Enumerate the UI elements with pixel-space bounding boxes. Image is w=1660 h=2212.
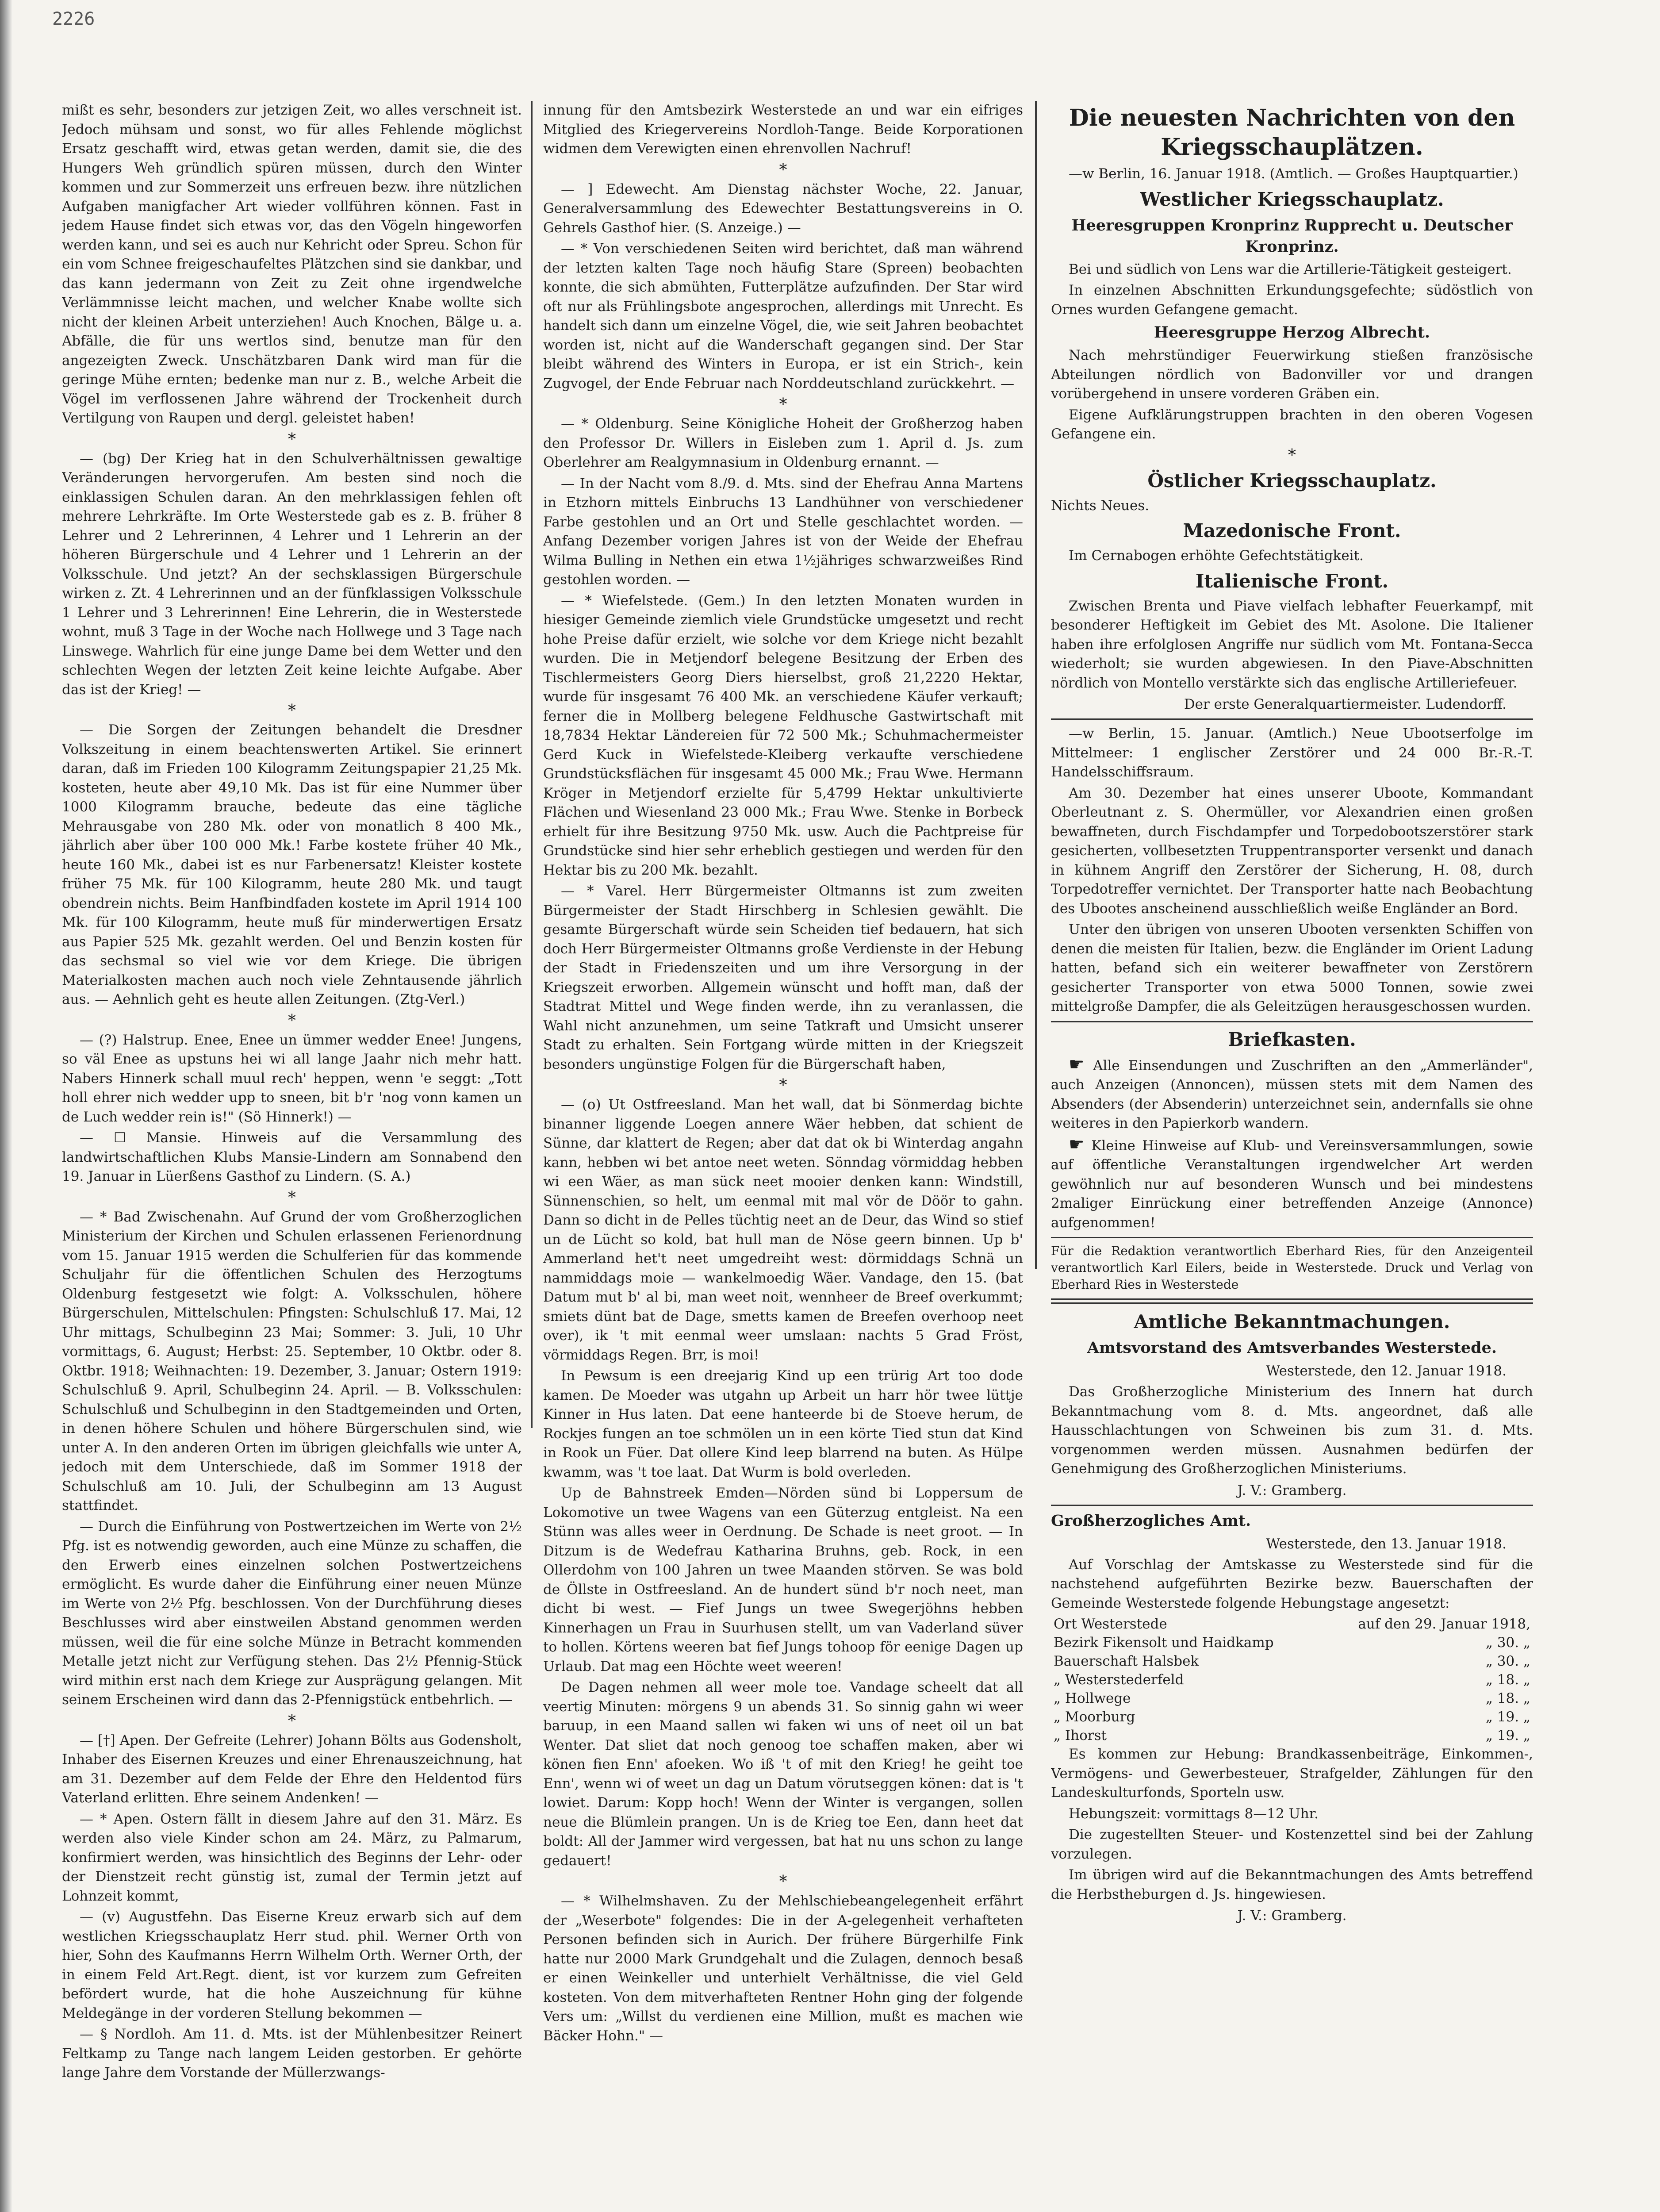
east-report: Nichts Neues. <box>1051 497 1150 514</box>
article-apen-death: — [†] Apen. Der Gefreite (Lehrer) Johann Bölts aus Godensholt, Inhaber des Eisernen Kreuzes und einer Ehrenauszeichnung, hat am 31. Dezember auf dem Felde der Ehre den Heldentod fürs Vaterland erlitten. Ehre seinem Andenken! — <box>62 1732 522 1806</box>
article-dagen: De Dagen nehmen all weer mole toe. Vandage scheelt dat all veertig Minuten: mörgens 9 un abends 31. So sinnig gahn wi weer baruup, in een Maand sallen wi faken wi uns of neet oil un bat Wenter. Dat sliet dat noch genoog toe schaffen maken, aber wi könen fien Enn' afoeken. Wo iß 't of mit den Krieg! he geiht toe Enn', wenn wi of weet un dag un Datum vörutseggen könen: dat is 't lowiet. Darum: Kopp hoch! Wenn der Winter is vergangen, sollen neue die Blümlein prangen. Un is de Krieg toe Een, dann heet dat boldt: All der Jammer wird vergessen, bat hat nu uns schon zu lange gedauert! <box>543 1679 1023 1869</box>
collection-date-row <box>1051 1726 1533 1745</box>
article-varel: — * Varel. Herr Bürgermeister Oltmanns ist zum zweiten Bürgermeister der Stadt Hirschberg in Schlesien gewählt. Die gesamte Bürgerschaft würde sein Scheiden tief bedauern, hat sich doch Herr Bürgermeister Oltmanns große Verdienste in der Hebung der Stadt in Friedenszeiten und um ihre Versorgung in der Kriegszeit erworben. Allgemein wünscht und hofft man, daß der Stadtrat Mittel und Wege finden werde, ihn zu veranlassen, die Wahl nicht anzunehmen, um seine Tatkraft und Umsicht unserer Stadt zu erhalten. Sein Fortgang würde mitten in der Kriegszeit besonders ungünstige Folgen für die Bürgerschaft haben, <box>543 883 1023 1072</box>
article-zwischenahn: — * Bad Zwischenahn. Auf Grund der vom Großherzoglichen Ministerium der Kirchen und Schulen erlassenen Ferienordnung vom 15. Januar 1915 werden die Schulferien für das kommende Schuljahr für die öffentlichen Schulen des Herzogtums Oldenburg festgesetzt wie folgt: A. Volksschulen, höhere Bürgerschulen, Mittelschulen: Pfingsten: Schulschluß 17. Mai, 12 Uhr mittags, Schulbeginn 23 Mai; Sommer: 3. Juli, 10 Uhr vormittags, 6. August; Herbst: 25. September, 10 Oktbr. oder 8. Oktbr. 1918; Weihnachten: 19. Dezember, 3. Januar; Ostern 1919: Schulschluß 9. April, Schulbeginn 24. April. — B. Volksschulen: Schulschluß und Schulbeginn in den Stadtgemeinden und Orten, in denen höhere Schulen und höhere Bürgerschulen sind, wie unter A. In den anderen Orten im übrigen gleichfalls wie unter A, jedoch mit dem Unterschiede, daß im Sommer 1918 der Schulschluß am 10. Juli, der Schulbeginn am 13 August stattfindet. <box>62 1209 522 1513</box>
imprint: Für die Redaktion verantwortlich Eberhard Ries, für den Anzeigenteil verantwortlich Karl Eilers, beide in Westerstede. Druck und Verlag von Eberhard Ries in Westerstede <box>1051 1244 1533 1292</box>
collection-date: „ 30. „ <box>1485 1653 1530 1669</box>
article-augustfehn: — (v) Augustfehn. Das Eiserne Kreuz erwarb sich auf dem westlichen Kriegsschauplatz Herr stud. phil. Werner Orth von hier, Sohn des Kaufmanns Herrn Wilhelm Orth. Werner Orth, der in einem Feld Art.Regt. dient, ist vor kurzem zum Gefreiten befördert wurde, hat die hohe Auszeichnung für kühne Meldegänge in der vorderen Stellung bekommen — <box>62 1909 522 2021</box>
notice-1-title: Amtsvorstand des Amtsverbandes Westerstede. <box>1087 1339 1497 1357</box>
separator-star: * <box>779 396 787 414</box>
article-nordloh-cont: innung für den Amtsbezirk Westerstede an und war ein eifriges Mitglied des Kriegervereins Nordloh-Tange. Beide Korporationen widmen dem Verewigten einen ehrenvollen Nachruf! <box>543 102 1023 157</box>
collection-district: „ Hollwege <box>1054 1690 1131 1706</box>
notice-2-date: Westerstede, den 13. Januar 1918. <box>1266 1536 1507 1552</box>
west-front-heading: Westlicher Kriegsschauplatz. <box>1140 188 1444 210</box>
letterbox-note-1: Alle Einsendungen und Zuschriften an den „Ammerländer", auch Anzeigen (Annoncen), müssen stets mit dem Namen des Absenders (der Absenderin) unterzeichnet sein, andernfalls sie ohne weiteres in den Papierkorb wandern. <box>1051 1057 1533 1131</box>
collection-date-row <box>1051 1689 1533 1708</box>
notice-2-signature: J. V.: Gramberg. <box>1237 1908 1347 1924</box>
pointing-hand-icon: ☛ <box>1069 1054 1085 1075</box>
double-divider <box>1051 1298 1533 1304</box>
column-3 <box>1051 101 1533 2212</box>
article-apen-easter: — * Apen. Ostern fällt in diesem Jahre auf den 31. März. Es werden also viele Kinder schon am 24. März, zu Palmarum, konfirmiert werden, was hinsichtlich des Beginns der Lehr- oder der Dienstzeit recht günstig ist, zumal der Termin jetzt auf Lohnzeit kommt, <box>62 1811 522 1904</box>
article-emden: Up de Bahnstreek Emden—Nörden sünd bi Loppersum de Lokomotive un twee Wagens van een Güterzug entgleist. Na een Stünn was alles weer in Oerdnung. De Schade is neet groot. — In Ditzum is de Wedefrau Katharina Bruhns, geb. Rock, in een Ollerdohm von 100 Jahren un twee Maanden störven. Se was bold de Öllste in Ostfreesland. An de hundert sünd b'r noch neet, man dicht bi west. — Fief Jungs un twee Swegerjöhns hebben Kinnerhagen un Frau in Suurhusen stellt, um van Vaderland süver to hollen. Körtens weeren bat fief Jungs tohoop för eenige Dagen up Urlaub. Dat mag een Höchte weet weeren! <box>543 1485 1023 1674</box>
east-front-heading: Östlicher Kriegsschauplatz. <box>1147 469 1437 492</box>
article-nordloh: — § Nordloh. Am 11. d. Mts. ist der Mühlenbesitzer Reinert Feltkamp zu Tange nach langem Leiden gestorben. Er gehörte lange Jahre dem Vorstande der Müllerzwangs- <box>62 2026 522 2081</box>
letterbox-heading: Briefkasten. <box>1228 1028 1356 1050</box>
notice-2-body: Auf Vorschlag der Amtskasse zu Westerstede sind für die nachstehend aufgeführten Bezirke bezw. Bauerschaften der Gemeinde Westerstede folgende Hebungstage angesetzt: <box>1051 1556 1533 1611</box>
notice-2-items: Es kommen zur Hebung: Brandkassenbeiträge, Einkommen-, Vermögens- und Gewerbesteuer, Strafgelder, Zählungen für den Landeskulturfonds, Sporteln usw. <box>1051 1746 1533 1801</box>
pointing-hand-icon: ☛ <box>1069 1134 1085 1155</box>
article-oldenburg: — * Oldenburg. Seine Königliche Hoheit der Großherzog haben den Professor Dr. Willers in Eisleben zum 1. April d. Js. zum Oberlehrer am Realgymnasium in Oldenburg ernannt. — <box>543 416 1023 470</box>
notice-1-body: Das Großherzogliche Ministerium des Innern hat durch Bekanntmachung vom 8. d. Mts. angeordnet, daß alle Hausschlachtungen von Schweinen bis zum 31. d. Mts. vorgenommen werden müssen. Ausnahmen bedürfen der Genehmigung des Großherzoglichen Ministeriums. <box>1051 1384 1533 1477</box>
collection-district: Bauerschaft Halsbek <box>1054 1653 1199 1669</box>
collection-district: „ Westerstederfeld <box>1054 1672 1184 1688</box>
article-ostfreesland: — (o) Ut Ostfreesland. Man het wall, dat bi Sönmerdag bichte binanner liggende Loegen annere Wäer hebben, dat schient de Sünne, dar klattert de Regen; aber dat dat ok bi Winterdag angahn kann, hebben wi bet antoe neet weten. Sönndag vörmiddag hebben wi een Wäer, as man sück neet mooier denken kann: Windstill, Sünnenschien, so helt, um eenmal mit mal vör de Döör to gahn. Dann so dicht in de Pelles tüchtig neet an de Deur, das Wind so stief un de Lücht so kold, bat hull man de Nöse geern binnen. Up b' Ammerland het't neet umgedreiht west: dörmiddags Schnä un nammiddags moie — wankelmoedig Wäer. Vandage, den 15. (bat Datum mut b' al bi, man weet noit, wennheer de Breef overkummt; smiets dünt bat de Dage, smetts kamen de Breefen overhoop neet over), ik 't mit eenmal weer umslaan: nachts 5 Grad Fröst, vörmiddags Regen. Brr, is moi! <box>543 1097 1023 1363</box>
article-edewecht: — ] Edewecht. Am Dienstag nächster Woche, 22. Januar, Generalversammlung des Edewechter Bestattungsvereins in O. Gehrels Gasthof hier. (S. Anzeige.) — <box>543 181 1023 236</box>
separator-star: * <box>779 161 787 179</box>
page-number: 2226 <box>52 9 95 29</box>
macedonian-front-heading: Mazedonische Front. <box>1183 520 1401 541</box>
article-newspaper-costs: — Die Sorgen der Zeitungen behandelt die Dresdner Volkszeitung in einem beachtenswerten Artikel. Sie erinnert daran, daß im Frieden 100 Kilogramm Zeitungspapier 21,25 Mk. kosteten, heute aber 49,10 Mk. Das ist für eine Nummer über 1000 Kilogramm brauche, bedeute das eine tägliche Mehrausgabe von 280 Mk. oder von monatlich 8 400 Mk., jährlich aber über 100 000 Mk.! Farbe kostete früher 40 Mk., heute 160 Mk., dabei ist es nur Farbenersatz! Kleister kostete früher 75 Mk. für 100 Kilogramm, heute 280 Mk. und taugt obendrein nichts. Beim Hanfbindfaden kostete im April 1914 100 Mk. für 100 Kilogramm, heute muß für minderwertigen Ersatz aus Papier 525 Mk. gezahlt werden. Oel und Benzin kosten für das sechsmal so viel wie vor dem Kriege. Die übrigen Materialkosten machen auch noch viele Zehntausende jährlich aus. — Aehnlich geht es heute allen Zeitungen. (Ztg-Verl.) <box>62 722 522 1007</box>
uboot-report-2: Unter den übrigen von unseren Ubooten versenkten Schiffen von denen die meisten für Italien, bezw. die Engländer im Orient Ladung hatten, befand sich ein weiterer bewaffneter von Zerstörern gesicherter Transporter von etwa 5000 Tonnen, sowie zwei mittelgroße Dampfer, die als Geleitzügen herausgeschossen wurden. <box>1051 922 1533 1014</box>
article-wiefelstede: — * Wiefelstede. (Gem.) In den letzten Monaten wurden in hiesiger Gemeinde ziemlich viele Grundstücke umgesetzt und recht hohe Preise dafür erzielt, wie solche vor dem Kriege nicht bezahlt wurden. Die in Metjendorf belegene Besitzung der Erben des Tischlermeisters Georg Diers hierselbst, groß 21,2220 Hektar, wurde für insgesamt 76 400 Mk. an verschiedene Käufer verkauft; ferner die in Mollberg belegene Feldhusche Gastwirtschaft mit 18,7834 Hektar Ländereien für 72 500 Mk.; Schuhmachermeister Gerd Kuck in Wiefelstede-Kleiberg verkaufte verschiedene Grundstücksflächen für insgesamt 45 000 Mk.; Frau Wwe. Hermann Kröger in Metjendorf erzielte für 5,4799 Hektar unkultivierte Flächen und Wiesenland 23 000 Mk.; Frau Wwe. Stenke in Borbeck erhielt für ihre Besitzung 9750 Mk. usw. Auch die Pachtpreise für Grundstücke sind hier sehr erheblich gestiegen und werden für den Hektar bis zu 200 Mk. bezahlt. <box>543 592 1023 878</box>
west-report-2: In einzelnen Abschnitten Erkundungsgefechte; südöstlich von Ornes wurden Gefangene gemacht. <box>1051 282 1533 318</box>
article-pewsum: In Pewsum is een dreejarig Kind up een trürig Art too dode kamen. De Moeder was utgahn up Arbeit un harr hör twee lüttje Kinner in Hus laten. Dat eene hanteerde bi de Stoeve herum, de Rockjes fungen an toe schmölen un in een körte Tied stun dat Kind in Rook un Füer. Dat ollere Kind leep blarrend na buten. As Hülpe kwamm, was 't toe laat. Dat Wurm is bold overleden. <box>543 1368 1023 1480</box>
column-2 <box>543 101 1023 2212</box>
collection-date-row <box>1051 1652 1533 1671</box>
ludendorff-signature: Der erste Generalquartiermeister. Ludendorff. <box>1184 696 1507 712</box>
official-notices-heading: Amtliche Bekanntmachungen. <box>1134 1311 1450 1333</box>
separator-star: * <box>1288 446 1296 465</box>
italian-report: Zwischen Brenta und Piave vielfach lebhafter Feuerkampf, mit besonderer Heftigkeit im Gebiet des Mt. Asolone. Die Italiener haben ihre erfolglosen Angriffe nur südlich vom Mt. Fontana-Secca wiederholt; sie wurden abgewiesen. In den Piave-Abschnitten nördlich von Montello verstärkte sich das englische Artilleriefeuer. <box>1051 598 1533 691</box>
collection-date: „ 19. „ <box>1485 1728 1530 1743</box>
separator-star: * <box>288 702 296 720</box>
macedonian-report: Im Cernabogen erhöhte Gefechtstätigkeit. <box>1069 548 1364 564</box>
notice-2-slips: Die zugestellten Steuer- und Kostenzettel sind bei der Zahlung vorzulegen. <box>1051 1827 1533 1862</box>
notice-1-date: Westerstede, den 12. Januar 1918. <box>1266 1363 1507 1379</box>
collection-district: Ort Westerstede <box>1054 1616 1167 1632</box>
article-birds: mißt es sehr, besonders zur jetzigen Zeit, wo alles verschneit ist. Jedoch mühsam und sonst, wo für alles Fehlende möglichst Ersatz geschafft wird, etwas getan werden, damit sie, die des Hungers Weh gründlich spüren müssen, durch den Winter kommen und zur Sommerzeit uns erfreuen bezw. ihre nützlichen Aufgaben manigfacher Art wieder vollführen können. Fast in jedem Hause findet sich etwas vor, das den Vögeln hingeworfen werden kann, und sei es auch nur Kehricht oder Spreu. Schon für ein vom Schnee freigeschaufeltes Plätzchen sind sie dankbar, und das kann jedermann von Zeit zu Zeit ohne irgendwelche Verlämmnisse leicht machen, und welcher Knabe wollte sich nicht der kleinen Arbeit unterziehen! Auch Knochen, Bälge u. a. Abfälle, die für uns wertlos sind, benutze man für den angezeigten Zweck. Unschätzbaren Dank wird man für die geringe Mühe ernten; bedenke man nur z. B., welche Arbeit die Vögel im verflossenen Jahre während der Trockenheit durch Vertilgung von Raupen und dergl. geleistet haben! <box>62 102 522 426</box>
collection-date: „ 18. „ <box>1485 1672 1530 1688</box>
collection-date: „ 30. „ <box>1485 1635 1530 1651</box>
article-coin: — Durch die Einführung von Postwertzeichen im Werte von 2½ Pfg. ist es notwendig geworden, auch eine Münze zu schaffen, die den Erwerb eines einzelnen solchen Postwertzeichens ermöglicht. Es wurde daher die Einführung einer neuen Münze im Werte von 2½ Pfg. beschlossen. Von der Durchführung dieses Beschlusses wird aber einstweilen Abstand genommen werden müssen, weil die für eine solche Münze in Betracht kommenden Metalle jetzt nicht zur Verfügung stehen. Das 2½ Pfennig-Stück wird mithin erst nach dem Kriege zur Ausprägung gelangen. Mit seinem Erscheinen wird dann das 2-Pfennigstück entbehrlich. — <box>62 1518 522 1708</box>
separator-star: * <box>288 1712 296 1730</box>
collection-district: Bezirk Fikensolt und Haidkamp <box>1054 1635 1274 1651</box>
italian-front-heading: Italienische Front. <box>1195 570 1389 592</box>
notice-2-hours: Hebungszeit: vormittags 8—12 Uhr. <box>1069 1805 1319 1822</box>
west-report-1: Bei und südlich von Lens war die Artillerie-Tätigkeit gesteigert. <box>1069 261 1512 277</box>
separator-star: * <box>288 430 296 449</box>
collection-district: „ Moorburg <box>1054 1709 1135 1725</box>
uboot-report-1: Am 30. Dezember hat eines unserer Uboote, Kommandant Oberleutnant z. S. Ohermüller, vor Alexandrien einen großen bewaffneten, durch Fischdampfer und Torpedobootszerstörer stark gesicherten, vollbesetzten Truppentransporter versenkt und danach in kühnem Angriff den Zerstörer der Sicherung, H. 08, durch Torpedotreffer vernichtet. Der Transporter hatte nach Beobachtung des Ubootes anscheinend ausschließlich weiße Engländer an Bord. <box>1051 785 1533 917</box>
divider <box>1051 1021 1533 1022</box>
separator-star: * <box>288 1188 296 1207</box>
letterbox-note-2: Kleine Hinweise auf Klub- und Vereinsversammlungen, sowie auf öffentliche Veranstaltungen irgendwelcher Art werden gewöhnlich nur auf besonderen Wunsch und bei mindestens 2maliger Einrückung einer betreffenden Anzeige (Annonce) aufgenommen! <box>1051 1137 1533 1231</box>
article-mansie: — ☐ Mansie. Hinweis auf die Versammlung des landwirtschaftlichen Klubs Mansie-Lindern am Sonnabend den 19. Januar in Lüerßens Gasthof zu Lindern. (S. A.) <box>62 1130 522 1184</box>
article-halstrup: — (?) Halstrup. Enee, Enee un ümmer wedder Enee! Jungens, so väl Enee as upstuns hei wi all lange Jaahr nich mehr hatt. Nabers Hinnerk schall muul rech' heppen, wenn 'e seggt: „Tott holl ehrer nich wedder upp to sneen, bit b'r 'nog vonn kamen un de Luch wedder rein is!" (Sö Hinnerk!) — <box>62 1032 522 1125</box>
column-divider-1 <box>531 101 533 1428</box>
notice-2-title: Großherzogliches Amt. <box>1051 1511 1251 1530</box>
separator-star: * <box>779 1873 787 1891</box>
uboot-dateline: —w Berlin, 15. Januar. (Amtlich.) Neue Ubootserfolge im Mittelmeer: 1 englischer Zerstörer und 24 000 Br.-R.-T. Handelsschiffsraum. <box>1051 726 1533 780</box>
column-divider-2 <box>1035 101 1037 1269</box>
column-1 <box>62 101 522 2212</box>
collection-date-row <box>1051 1708 1533 1726</box>
collection-date-row <box>1051 1633 1533 1652</box>
collection-date-row <box>1051 1671 1533 1689</box>
article-wilhelmshaven: — * Wilhelmshaven. Zu der Mehlschiebeangelegenheit erfährt der „Weserbote" folgendes: Die in der A-gelegenheit verhafteten Personen befinden sich in Aurich. Der frühere Bürgerhilfe Fink hatte nur 2000 Mark Grundgehalt und die Zulagen, dennoch besaß er einen Weinkeller und unterhielt Verhältnisse, die viel Geld kosteten. Von dem mitverhafteten Rentner Hohn ging der folgende Vers um: „Willst du verdienen eine Million, mußt es machen wie Bäcker Hohn." — <box>543 1893 1023 2044</box>
war-news-title: Die neuesten Nachrichten von den Kriegsschauplätzen. <box>1069 104 1515 161</box>
article-school-war: — (bg) Der Krieg hat in den Schulverhältnissen gewaltige Veränderungen hervorgerufen. Am besten sind noch die einklassigen Schulen daran. An den mehrklassigen fehlen oft mehrere Lehrkräfte. Im Orte Westerstede gab es z. B. früher 8 Lehrer und 2 Lehrerinnen, 4 Lehrer und 1 Lehrerin an der höheren Bürgerschule und 4 Lehrer und 1 Lehrerin an der Volksschule. Und jetzt? An der sechsklassigen Bürgerschule wirken z. Zt. 4 Lehrerinnen und an der fünfklassigen Volksschule 1 Lehrer und 3 Lehrerinnen! Eine Lehrerin, die in Westerstede wohnt, muß 3 Tage in der Woche nach Hollwege und 3 Tage nach Linswege. Wahrlich für eine junge Dame bei dem Wetter und den schlechten Wegen der letzten Zeit keine leichte Aufgabe. Aber das ist der Krieg! — <box>62 450 522 698</box>
west-report-4: Eigene Aufklärungstruppen brachten in den oberen Vogesen Gefangene ein. <box>1051 407 1533 442</box>
page-edge-shadow <box>0 0 12 2212</box>
west-army-group-1: Heeresgruppen Kronprinz Rupprecht u. Deutscher Kronprinz. <box>1071 216 1513 256</box>
west-army-group-2: Heeresgruppe Herzog Albrecht. <box>1154 323 1430 342</box>
divider <box>1051 718 1533 720</box>
notice-1-signature: J. V.: Gramberg. <box>1237 1482 1347 1498</box>
collection-dates-table <box>1051 1615 1533 1745</box>
notice-2-reference: Im übrigen wird auf die Bekanntmachungen des Amts betreffend die Herbstheburgen d. Js. hingewiesen. <box>1051 1867 1533 1902</box>
separator-star: * <box>288 1011 296 1030</box>
collection-date: „ 18. „ <box>1485 1690 1530 1706</box>
divider <box>1051 1505 1533 1506</box>
collection-date: „ 19. „ <box>1485 1709 1530 1725</box>
west-report-3: Nach mehrstündiger Feuerwirkung stießen französische Abteilungen nördlich von Badonviller vor und drangen vorübergehend in unsere vorderen Gräben ein. <box>1051 347 1533 402</box>
separator-star: * <box>779 1076 787 1094</box>
article-theft: — In der Nacht vom 8./9. d. Mts. sind der Ehefrau Anna Martens in Etzhorn mittels Einbruchs 13 Landhühner von verschiedener Farbe gestohlen und an Ort und Stelle geschlachtet worden. — Anfang Dezember vorigen Jahres ist von der Weide der Ehefrau Wilma Bulling in Nethen ein etwa 1½jähriges schwarzweißes Rind gestohlen worden. — <box>543 475 1023 588</box>
collection-date: auf den 29. Januar 1918, <box>1358 1616 1530 1632</box>
article-starlings: — * Von verschiedenen Seiten wird berichtet, daß man während der letzten kalten Tage noch häufig Stare (Spreen) beobachten konnte, die sich abmühten, Futterplätze aufzufinden. Der Star wird oft nur als Frühlingsbote angesprochen, allerdings mit Unrecht. Es handelt sich dann um einzelne Vögel, die, wie seit Jahren beobachtet worden ist, nicht auf die Wanderschaft gegangen sind. Der Star bleibt während des Winters in Europa, er ist ein Strich-, kein Zugvogel, der Ende Februar nach Norddeutschland zurückkehrt. — <box>543 241 1023 392</box>
divider <box>1051 1237 1533 1238</box>
collection-date-row <box>1051 1615 1533 1633</box>
collection-district: „ Ihorst <box>1054 1728 1107 1743</box>
war-dateline-1: —w Berlin, 16. Januar 1918. (Amtlich. — Großes Hauptquartier.) <box>1069 166 1518 182</box>
